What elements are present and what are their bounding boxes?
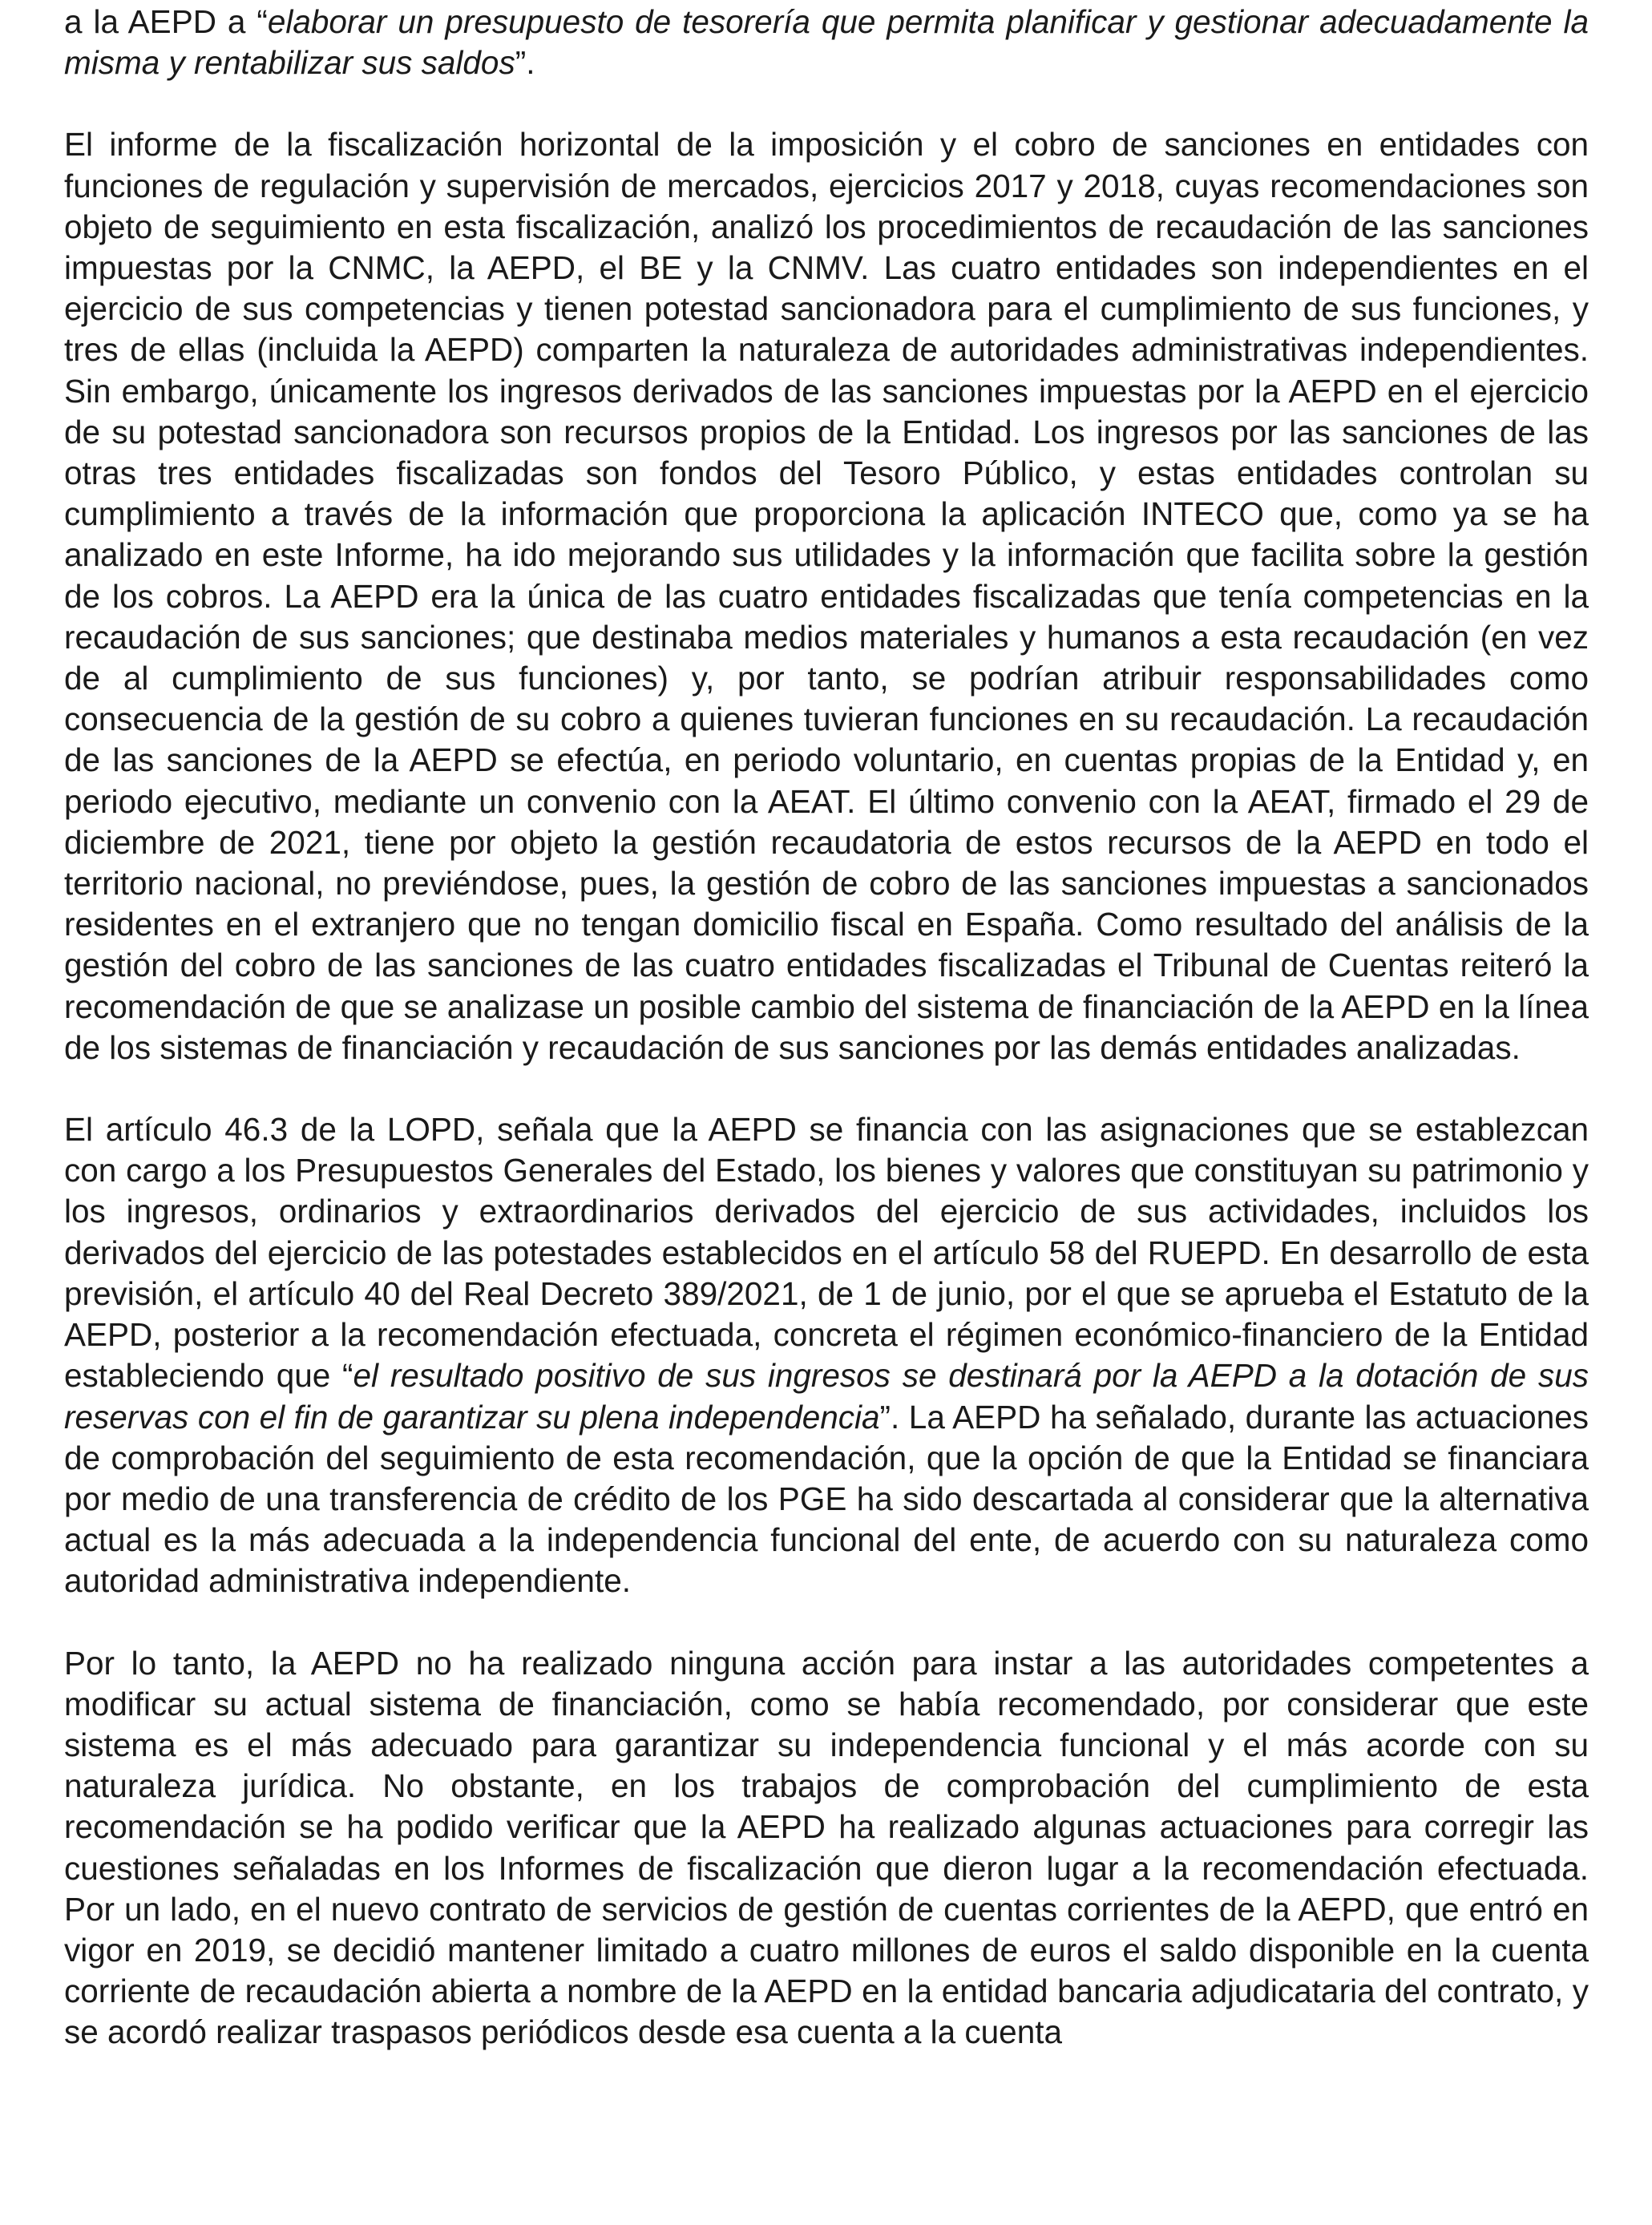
text-segment: a la AEPD a “: [64, 3, 268, 40]
text-segment: El informe de la fiscalización horizontal de la imposición y el cobro de sanciones en entidades con funciones de regulación y supervisión de mercados, ejercicios 2017 y 2018, cuyas recomendaciones son objeto de seguimiento en esta fiscalización, analizó los procedimientos de recaudación de las sanciones impuestas por la CNMC, la AEPD, el BE y la CNMV. Las cuatro entidades son independientes en el ejercicio de sus competencias y tienen potestad sancionadora para el cumplimiento de sus funciones, y tres de ellas (incluida la AEPD) comparten la naturaleza de autoridades administrativas independientes. Sin embargo, únicamente los ingresos derivados de las sanciones impuestas por la AEPD en el ejercicio de su potestad sancionadora son recursos propios de la Entidad. Los ingresos por las sanciones de las otras tres entidades fiscalizadas son fondos del Tesoro Público, y estas entidades controlan su cumplimiento a través de la información que proporciona la aplicación INTECO que, como ya se ha analizado en este Informe, ha ido mejorando sus utilidades y la información que facilita sobre la gestión de los cobros. La AEPD era la única de las cuatro entidades fiscalizadas que tenía competencias en la recaudación de sus sanciones; que destinaba medios materiales y humanos a esta recaudación (en vez de al cumplimiento de sus funciones) y, por tanto, se podrían atribuir responsabilidades como consecuencia de la gestión de su cobro a quienes tuvieran funciones en su recaudación. La recaudación de las sanciones de la AEPD se efectúa, en periodo voluntario, en cuentas propias de la Entidad y, en periodo ejecutivo, mediante un convenio con la AEAT. El último convenio con la AEAT, firmado el 29 de diciembre de 2021, tiene por objeto la gestión recaudatoria de estos recursos de la AEPD en todo el territorio nacional, no previéndose, pues, la gestión de cobro de las sanciones impuestas a sancionados residentes en el extranjero que no tengan domicilio fiscal en España. Como resultado del análisis de la gestión del cobro de las sanciones de las cuatro entidades fiscalizadas el Tribunal de Cuentas reiteró la recomendación de que se analizase un posible cambio del sistema de financiación de la AEPD en la línea de los sistemas de financiación y recaudación de sus sanciones por las demás entidades analizadas.: [64, 126, 1589, 1066]
paragraph-3: [64, 1109, 1589, 1601]
paragraph-4: [64, 1643, 1589, 2053]
document-page: [64, 2, 1589, 2053]
italic-quote: elaborar un presupuesto de tesorería que permita planificar y gestionar adecuadamente la misma y rentabilizar sus saldos: [64, 3, 1589, 82]
italic-quote: el resultado positivo de sus ingresos se destinará por la AEPD a la dotación de sus reservas con el fin de garantizar su plena independencia: [64, 1357, 1589, 1436]
text-segment: Por lo tanto, la AEPD no ha realizado ninguna acción para instar a las autoridades competentes a modificar su actual sistema de financiación, como se había recomendado, por considerar que este sistema es el más adecuado para garantizar su independencia funcional y el más acorde con su naturaleza jurídica. No obstante, en los trabajos de comprobación del cumplimiento de esta recomendación se ha podido verificar que la AEPD ha realizado algunas actuaciones para corregir las cuestiones señaladas en los Informes de fiscalización que dieron lugar a la recomendación efectuada. Por un lado, en el nuevo contrato de servicios de gestión de cuentas corrientes de la AEPD, que entró en vigor en 2019, se decidió mantener limitado a cuatro millones de euros el saldo disponible en la cuenta corriente de recaudación abierta a nombre de la AEPD en la entidad bancaria adjudicataria del contrato, y se acordó realizar traspasos periódicos desde esa cuenta a la cuenta: [64, 1644, 1589, 2051]
text-segment: ”. La AEPD ha señalado, durante las actuaciones de comprobación del seguimiento de esta recomendación, que la opción de que la Entidad se financiara por medio de una transferencia de crédito de los PGE ha sido descartada al considerar que la alternativa actual es la más adecuada a la independencia funcional del ente, de acuerdo con su naturaleza como autoridad administrativa independiente.: [64, 1398, 1589, 1600]
text-segment: ”.: [515, 44, 535, 82]
text-segment: El artículo 46.3 de la LOPD, señala que la AEPD se financia con las asignaciones que se establezcan con cargo a los Presupuestos Generales del Estado, los bienes y valores que constituyan su patrimonio y los ingresos, ordinarios y extraordinarios derivados del ejercicio de sus actividades, incluidos los derivados del ejercicio de las potestades establecidos en el artículo 58 del RUEPD. En desarrollo de esta previsión, el artículo 40 del Real Decreto 389/2021, de 1 de junio, por el que se aprueba el Estatuto de la AEPD, posterior a la recomendación efectuada, concreta el régimen económico-financiero de la Entidad estableciendo que “: [64, 1111, 1589, 1395]
paragraph-2: [64, 124, 1589, 1068]
paragraph-1: [64, 2, 1589, 83]
